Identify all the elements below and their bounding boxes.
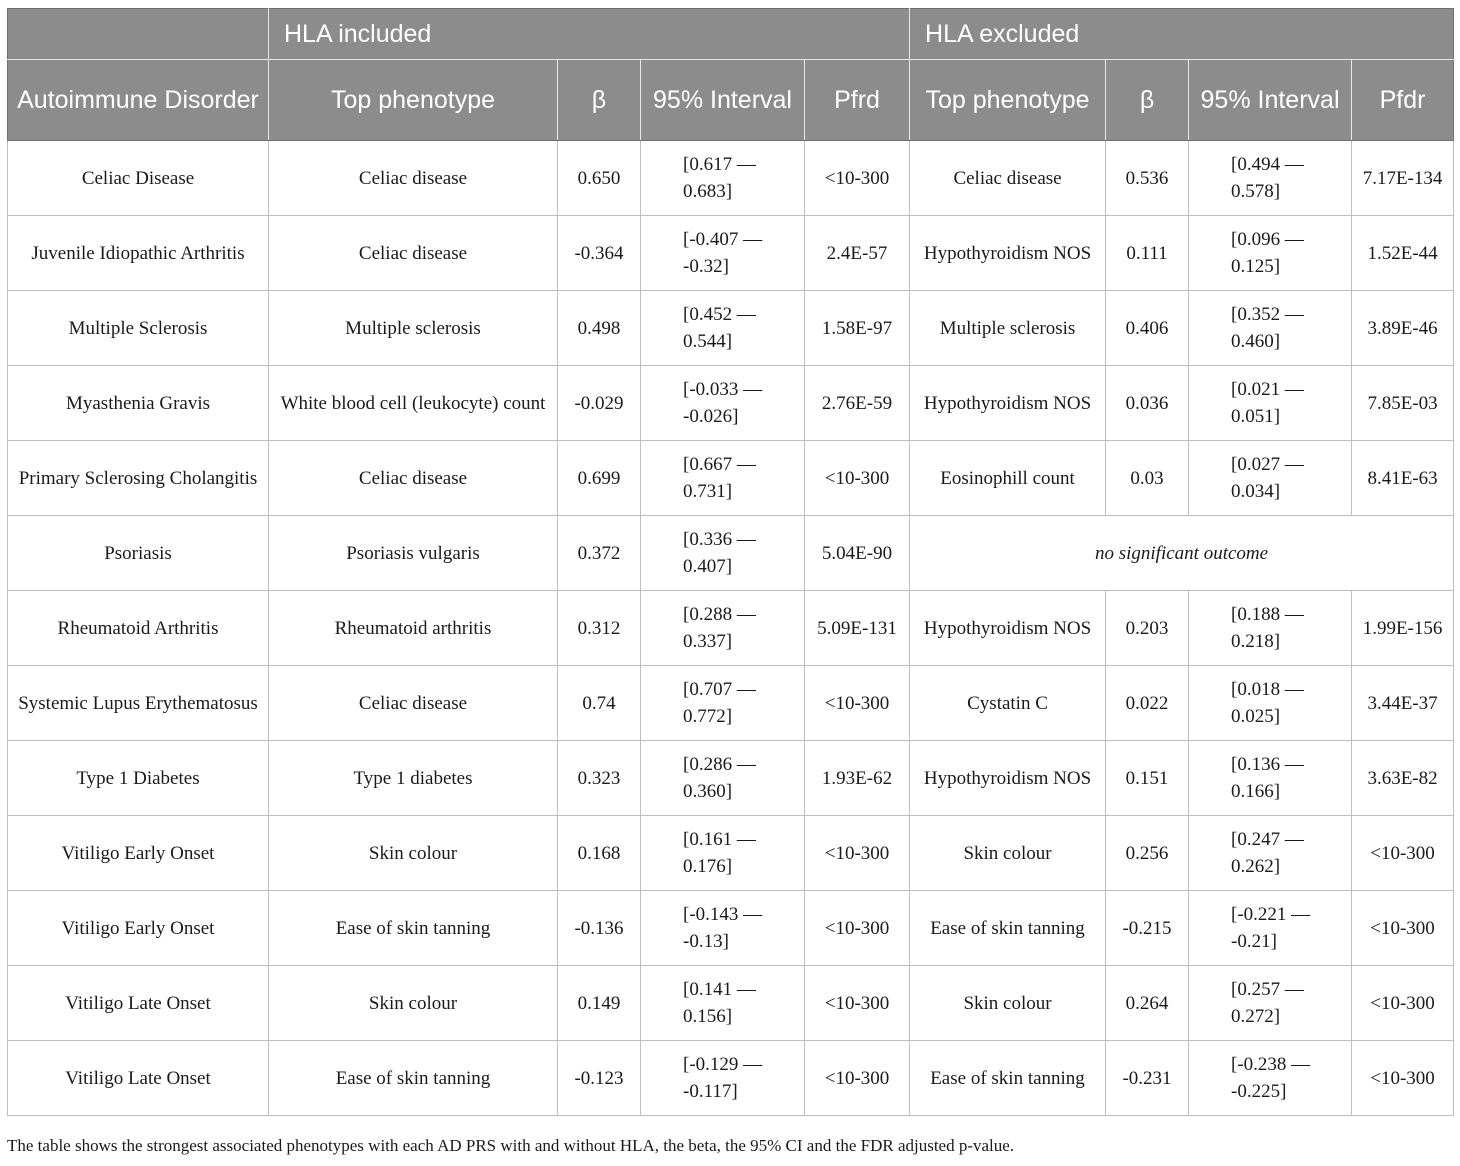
cell-top-phenotype-included: Ease of skin tanning: [269, 891, 558, 966]
cell-p-included: <10-300: [805, 1041, 910, 1116]
cell-top-phenotype-included: Rheumatoid arthritis: [269, 591, 558, 666]
cell-beta-included: 0.74: [558, 666, 641, 741]
cell-top-phenotype-excluded: Skin colour: [910, 816, 1106, 891]
cell-beta-excluded: 0.536: [1106, 141, 1189, 216]
cell-interval-excluded: [0.027 — 0.034]: [1189, 441, 1352, 516]
cell-p-excluded: <10-300: [1352, 966, 1454, 1041]
cell-interval-included: [-0.129 — -0.117]: [641, 1041, 805, 1116]
cell-interval-excluded: [0.257 — 0.272]: [1189, 966, 1352, 1041]
cell-p-excluded: 7.17E-134: [1352, 141, 1454, 216]
header-group-hla-included: HLA included: [269, 9, 910, 60]
cell-p-included: 2.4E-57: [805, 216, 910, 291]
cell-p-excluded: <10-300: [1352, 1041, 1454, 1116]
cell-top-phenotype-included: Type 1 diabetes: [269, 741, 558, 816]
cell-beta-excluded: 0.036: [1106, 366, 1189, 441]
table-row: [8, 891, 1454, 966]
table-row: [8, 666, 1454, 741]
cell-interval-excluded: [0.136 — 0.166]: [1189, 741, 1352, 816]
cell-interval-included: [0.707 — 0.772]: [641, 666, 805, 741]
cell-interval-included: [0.336 — 0.407]: [641, 516, 805, 591]
cell-beta-excluded: 0.022: [1106, 666, 1189, 741]
cell-interval-included: [0.161 — 0.176]: [641, 816, 805, 891]
cell-p-excluded: 1.99E-156: [1352, 591, 1454, 666]
cell-top-phenotype-included: Multiple sclerosis: [269, 291, 558, 366]
cell-top-phenotype-included: Celiac disease: [269, 666, 558, 741]
table-row: [8, 141, 1454, 216]
cell-p-included: <10-300: [805, 966, 910, 1041]
cell-interval-excluded: [-0.238 — -0.225]: [1189, 1041, 1352, 1116]
cell-interval-included: [-0.143 — -0.13]: [641, 891, 805, 966]
table-row: [8, 966, 1454, 1041]
cell-disorder: Psoriasis: [8, 516, 269, 591]
cell-disorder: Vitiligo Late Onset: [8, 966, 269, 1041]
cell-disorder: Myasthenia Gravis: [8, 366, 269, 441]
cell-interval-included: [0.286 — 0.360]: [641, 741, 805, 816]
cell-beta-included: -0.364: [558, 216, 641, 291]
cell-beta-included: -0.029: [558, 366, 641, 441]
results-table: [7, 8, 1454, 1116]
cell-p-excluded: 7.85E-03: [1352, 366, 1454, 441]
cell-p-excluded: 8.41E-63: [1352, 441, 1454, 516]
cell-top-phenotype-included: Ease of skin tanning: [269, 1041, 558, 1116]
table-body: [8, 141, 1454, 1116]
table-row: [8, 216, 1454, 291]
cell-beta-included: -0.123: [558, 1041, 641, 1116]
cell-interval-excluded: [0.352 — 0.460]: [1189, 291, 1352, 366]
table-row: [8, 741, 1454, 816]
header-autoimmune-disorder: Autoimmune Disorder: [8, 60, 269, 141]
cell-top-phenotype-included: Celiac disease: [269, 141, 558, 216]
cell-p-included: 1.58E-97: [805, 291, 910, 366]
cell-top-phenotype-excluded: Cystatin C: [910, 666, 1106, 741]
cell-disorder: Type 1 Diabetes: [8, 741, 269, 816]
cell-top-phenotype-included: Skin colour: [269, 816, 558, 891]
cell-top-phenotype-excluded: Celiac disease: [910, 141, 1106, 216]
cell-beta-included: 0.149: [558, 966, 641, 1041]
cell-p-excluded: 3.89E-46: [1352, 291, 1454, 366]
header-p-excluded: Pfdr: [1352, 60, 1454, 141]
table-row: [8, 1041, 1454, 1116]
cell-top-phenotype-included: Celiac disease: [269, 216, 558, 291]
cell-interval-included: [0.452 — 0.544]: [641, 291, 805, 366]
header-beta-excluded: β: [1106, 60, 1189, 141]
cell-beta-included: 0.168: [558, 816, 641, 891]
cell-p-excluded: <10-300: [1352, 816, 1454, 891]
cell-beta-excluded: -0.215: [1106, 891, 1189, 966]
cell-p-included: <10-300: [805, 816, 910, 891]
cell-beta-included: 0.699: [558, 441, 641, 516]
cell-top-phenotype-excluded: Ease of skin tanning: [910, 1041, 1106, 1116]
table-row: [8, 366, 1454, 441]
header-top-phenotype-included: Top phenotype: [269, 60, 558, 141]
cell-top-phenotype-included: Psoriasis vulgaris: [269, 516, 558, 591]
cell-top-phenotype-excluded: Multiple sclerosis: [910, 291, 1106, 366]
cell-interval-included: [0.667 — 0.731]: [641, 441, 805, 516]
cell-beta-excluded: 0.203: [1106, 591, 1189, 666]
cell-top-phenotype-excluded: Eosinophill count: [910, 441, 1106, 516]
cell-interval-excluded: [0.494 — 0.578]: [1189, 141, 1352, 216]
cell-disorder: Vitiligo Early Onset: [8, 816, 269, 891]
cell-disorder: Rheumatoid Arthritis: [8, 591, 269, 666]
cell-top-phenotype-included: Celiac disease: [269, 441, 558, 516]
cell-interval-included: [0.617 — 0.683]: [641, 141, 805, 216]
cell-no-significant-outcome: no significant outcome: [910, 516, 1454, 591]
cell-p-excluded: 3.63E-82: [1352, 741, 1454, 816]
table-row: [8, 441, 1454, 516]
cell-interval-excluded: [0.096 — 0.125]: [1189, 216, 1352, 291]
cell-beta-excluded: 0.264: [1106, 966, 1189, 1041]
cell-beta-excluded: 0.111: [1106, 216, 1189, 291]
table-row: [8, 591, 1454, 666]
header-interval-excluded: 95% Interval: [1189, 60, 1352, 141]
cell-beta-excluded: 0.03: [1106, 441, 1189, 516]
cell-p-included: 2.76E-59: [805, 366, 910, 441]
cell-p-included: 5.09E-131: [805, 591, 910, 666]
cell-beta-excluded: 0.256: [1106, 816, 1189, 891]
cell-beta-excluded: 0.151: [1106, 741, 1189, 816]
cell-p-excluded: <10-300: [1352, 891, 1454, 966]
cell-disorder: Primary Sclerosing Cholangitis: [8, 441, 269, 516]
cell-interval-excluded: [-0.221 — -0.21]: [1189, 891, 1352, 966]
cell-disorder: Juvenile Idiopathic Arthritis: [8, 216, 269, 291]
table-header: [8, 9, 1454, 141]
table-row: [8, 816, 1454, 891]
cell-interval-excluded: [0.247 — 0.262]: [1189, 816, 1352, 891]
table-footnote: The table shows the strongest associated phenotypes with each AD PRS with and without HLA, the beta, the 95% CI and the FDR adjusted p-value.: [7, 1136, 1015, 1155]
header-top-phenotype-excluded: Top phenotype: [910, 60, 1106, 141]
cell-interval-included: [0.288 — 0.337]: [641, 591, 805, 666]
cell-disorder: Celiac Disease: [8, 141, 269, 216]
cell-p-included: <10-300: [805, 441, 910, 516]
cell-interval-excluded: [0.188 — 0.218]: [1189, 591, 1352, 666]
header-corner: [8, 9, 269, 60]
cell-beta-included: 0.372: [558, 516, 641, 591]
cell-beta-excluded: 0.406: [1106, 291, 1189, 366]
cell-top-phenotype-excluded: Skin colour: [910, 966, 1106, 1041]
cell-top-phenotype-included: White blood cell (leukocyte) count: [269, 366, 558, 441]
cell-top-phenotype-excluded: Hypothyroidism NOS: [910, 216, 1106, 291]
header-beta-included: β: [558, 60, 641, 141]
header-p-included: Pfrd: [805, 60, 910, 141]
cell-p-included: 5.04E-90: [805, 516, 910, 591]
cell-beta-included: 0.323: [558, 741, 641, 816]
header-column-row: [8, 60, 1454, 141]
cell-interval-included: [-0.407 — -0.32]: [641, 216, 805, 291]
cell-top-phenotype-excluded: Hypothyroidism NOS: [910, 366, 1106, 441]
cell-beta-included: 0.650: [558, 141, 641, 216]
cell-top-phenotype-excluded: Hypothyroidism NOS: [910, 741, 1106, 816]
table-row: [8, 516, 1454, 591]
cell-p-included: <10-300: [805, 141, 910, 216]
cell-disorder: Multiple Sclerosis: [8, 291, 269, 366]
table-row: [8, 291, 1454, 366]
cell-interval-included: [0.141 — 0.156]: [641, 966, 805, 1041]
cell-disorder: Systemic Lupus Erythematosus: [8, 666, 269, 741]
cell-beta-included: 0.498: [558, 291, 641, 366]
cell-interval-excluded: [0.018 — 0.025]: [1189, 666, 1352, 741]
cell-p-excluded: 1.52E-44: [1352, 216, 1454, 291]
cell-top-phenotype-included: Skin colour: [269, 966, 558, 1041]
cell-beta-included: -0.136: [558, 891, 641, 966]
cell-disorder: Vitiligo Late Onset: [8, 1041, 269, 1116]
cell-beta-excluded: -0.231: [1106, 1041, 1189, 1116]
cell-top-phenotype-excluded: Hypothyroidism NOS: [910, 591, 1106, 666]
cell-p-included: 1.93E-62: [805, 741, 910, 816]
cell-p-included: <10-300: [805, 891, 910, 966]
cell-beta-included: 0.312: [558, 591, 641, 666]
cell-top-phenotype-excluded: Ease of skin tanning: [910, 891, 1106, 966]
header-group-row: [8, 9, 1454, 60]
cell-p-excluded: 3.44E-37: [1352, 666, 1454, 741]
header-group-hla-excluded: HLA excluded: [910, 9, 1454, 60]
header-interval-included: 95% Interval: [641, 60, 805, 141]
cell-p-included: <10-300: [805, 666, 910, 741]
cell-disorder: Vitiligo Early Onset: [8, 891, 269, 966]
cell-interval-included: [-0.033 — -0.026]: [641, 366, 805, 441]
cell-interval-excluded: [0.021 — 0.051]: [1189, 366, 1352, 441]
